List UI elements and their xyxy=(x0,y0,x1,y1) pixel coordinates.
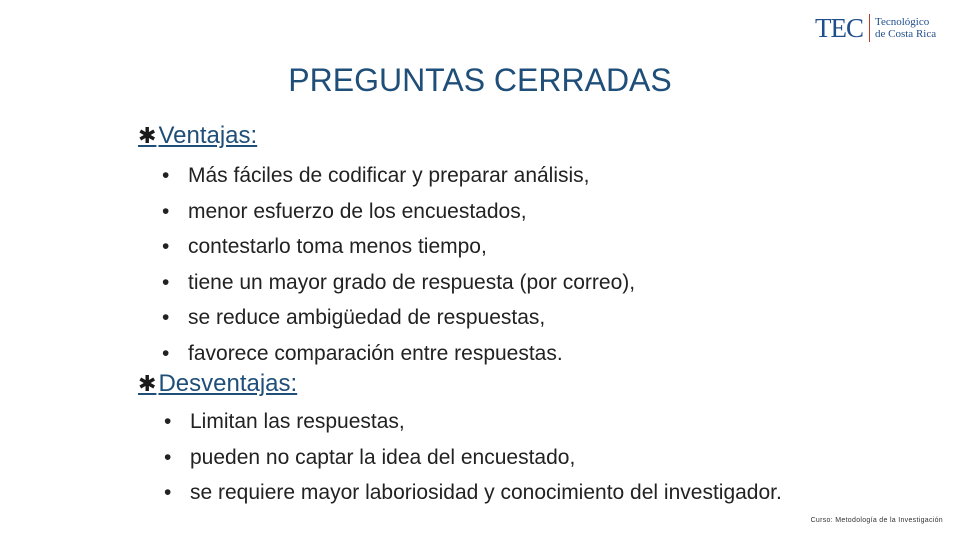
bullet-icon: • xyxy=(164,445,172,469)
list-item xyxy=(162,233,635,269)
list-item xyxy=(162,269,635,305)
list-item xyxy=(162,162,635,198)
list-item-text: Limitan las respuestas, xyxy=(190,410,405,433)
desventajas-list xyxy=(164,408,782,515)
bullet-icon: • xyxy=(162,235,170,258)
logo-line-2: de Costa Rica xyxy=(875,28,937,40)
list-item-text: contestarlo toma menos tiempo, xyxy=(188,235,487,258)
list-item xyxy=(162,198,635,234)
list-item-text: pueden no captar la idea del encuestado, xyxy=(190,445,576,469)
bullet-icon: • xyxy=(162,164,170,187)
asterisk-icon: ✱ xyxy=(138,123,157,148)
list-item xyxy=(164,444,782,480)
desventajas-heading-text: Desventajas: xyxy=(158,370,298,397)
list-item-text: tiene un mayor grado de respuesta (por correo), xyxy=(188,270,636,294)
list-item xyxy=(164,408,782,444)
list-item-text: favorece comparación entre respuestas. xyxy=(188,341,563,365)
logo-text xyxy=(875,16,936,40)
logo-divider xyxy=(869,14,870,42)
bullet-icon: • xyxy=(164,481,172,504)
bullet-icon: • xyxy=(162,199,170,223)
slide-title-text: PREGUNTAS CERRADAS xyxy=(288,62,672,98)
asterisk-icon: ✱ xyxy=(138,371,157,396)
tec-logo xyxy=(815,14,936,42)
ventajas-heading-text: Ventajas: xyxy=(158,122,258,149)
bullet-icon: • xyxy=(162,341,170,365)
logo-mark: TEC xyxy=(815,12,863,43)
slide-title xyxy=(0,62,960,99)
list-item xyxy=(162,304,635,340)
logo-line-1: Tecnológico xyxy=(875,16,930,28)
list-item-text: se requiere mayor laboriosidad y conocimiento del investigador. xyxy=(190,481,782,504)
bullet-icon: • xyxy=(162,270,170,294)
ventajas-heading xyxy=(138,122,257,150)
list-item-text: menor esfuerzo de los encuestados, xyxy=(188,199,527,223)
list-item xyxy=(164,479,782,515)
bullet-icon: • xyxy=(162,306,170,329)
ventajas-list xyxy=(162,162,635,375)
list-item-text: se reduce ambigüedad de respuestas, xyxy=(188,306,546,329)
bullet-icon: • xyxy=(164,410,172,433)
list-item-text: Más fáciles de codificar y preparar análisis, xyxy=(188,164,590,187)
course-footer: Curso: Metodología de la Investigación xyxy=(810,517,943,524)
desventajas-heading xyxy=(138,370,297,398)
